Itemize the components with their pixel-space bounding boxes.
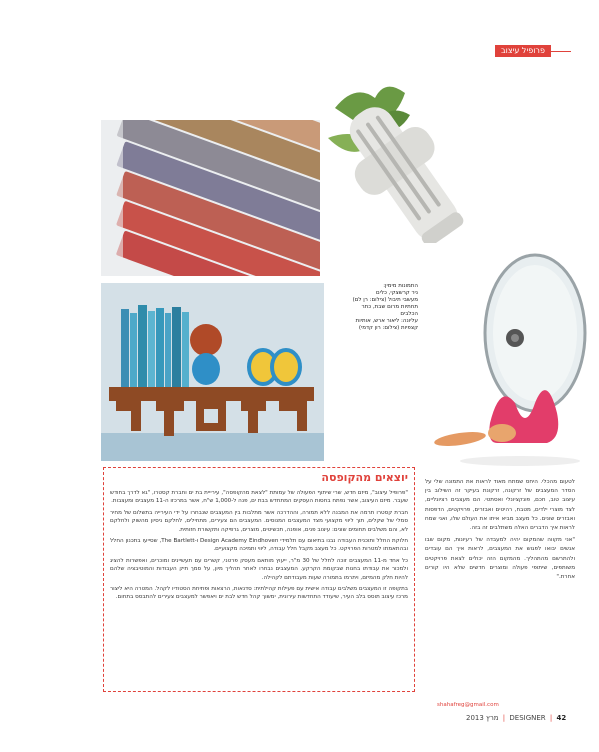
header-rule (551, 51, 571, 52)
box-paragraph: כל אחד מ-11 המעצבים זוכה לחלל של 30 מ"ר, ייעוץ מותאם מעסק פרטני, קשרים עם תעשיינים ומוכרים, ואפשרות להציג ולמכור את עבודתו בחנות שבקומת הקרקע. המעצבים נבחרו לאחר תהליך מיון, על סמך תיק העבודות והמוטיבציה שלהם להיות חלק מהמיזם, ויתרמו בתמורה שעות מעבודתם לקהילה. (110, 557, 408, 581)
page-number: 42 (556, 714, 567, 722)
box-paragraph: חברת קסטרו תרמה את המבנה ללא תמורה, וההדרכה אשר מתלבות בין המעצבים שנבחרו על ידי העירייה בתשלום של מחיר סמלי של שקלים, תוך ליווי מקצועי מצד המעצבים המנוסים. המעצבים הם צעירים, מתחילים, לחלקם ניסיון מהשוק ולחלקם לא, והם משלבים תחומים שונים: עיצוב פנים, אופנה, תכשיטים, מוצרים, גרפיקה ותקשורת חזותית. (110, 509, 408, 533)
box-paragraph: חלוקת החלל ותוכנית העבודה נבנו בתיאום עם תלמידי Design Academy Eindhoven ו-The Bartlett, שסייעו בתכנון החלל ובהתאמתו למטרות הפרויקט. כל מעצב מקבל חלל עבודה, ליווי ותמיכה מקצועיים. (110, 538, 408, 553)
column-paragraph: לטעום מהכלי. היחס שמתח מאוד לראות את התמונה שלי על הסדר המעצבים של זרקונה, זרקונת בעיקר זה השילוב בין עיצוב טוב, חכם, פונקציונלי ואסתטי. הם מעצבים רציונליים, לצד מוצרי ילדים, מטבח, רהיטים ואבזרים, פרויקטים, הדפסות ואבזרים שונים. כל מעצב מביא איתו את העולם שלו, ואני שמח לראות איך הדברים האלה משתלבים זה בזה. (425, 479, 575, 532)
photo-caption (330, 283, 418, 332)
issue-date: מרץ 2013 (466, 714, 499, 722)
magazine-name: DESIGNER (509, 714, 546, 722)
box-paragraph: "פרופיל עיצוב", מיזם חדש, שרי שיתוף הפעולה של עמותת "לצאת מהקופסה", עירייית בת ים וחברת קסטרו, "גא לדרך בחודש שעבר. מיזם העיצוב, אשר נפתח בחסות העסקים המתחדש בבת ים, פנה ל-1,000 ש"ח, אשר במרכזו ה-11 מעצבים ומעצבות. (110, 490, 408, 505)
footer-separator: | (549, 714, 553, 722)
photo-lid-spoon-rest (420, 243, 588, 473)
article-column (425, 478, 575, 683)
caption-line: קצפיות (צילום: רון קדמי) (358, 325, 418, 331)
caption-line: התמונות מימין: (383, 283, 418, 289)
box-body (110, 489, 408, 685)
caption-line: מעשבי תיבול (צילום: רן לם) (352, 297, 418, 303)
photo-coasters (101, 120, 324, 276)
caption-line: תחתיות מרום שבת, כתר (361, 304, 418, 310)
bookstand-image (101, 283, 324, 461)
box-paragraph: בתקופה זו המעצבים משלבים עבודה אישית עם פעילות קהילתית: סדנאות, הרצאות ופתיחת הסטודיו לקהל. המטרה היא ליצור מרכז עיצוב תוסס בלב העיר, שיעודד התחדשות עירונית, ימשוך קהל חדש לבת ים ויאפשר למעצבים צעירים להתבסס בתחום. (110, 586, 408, 601)
photo-letter-bookstand (101, 283, 324, 461)
caption-line: הכלבים (400, 311, 418, 317)
lid-image (420, 243, 588, 473)
footer-separator: | (502, 714, 506, 722)
author-email: shahafreg@gmail.com (437, 702, 499, 708)
box-title: יוצאים מהקופסה (321, 471, 408, 484)
section-tag: פרופיל עיצוב (495, 45, 551, 57)
column-paragraph: "אני מקווה שהמקום יהיה למעבדה של רעיונות, מקום שבו אנשים יבואו לפגוש את המעצבים, לראות איך הם עובדים ולהתרשם מהתהליך. מהמקום הזה יכולים לצאת פרויקטים משותפים, שיתופי פעולה ומוצרים חדשים שלא היו קורים אחרת." (425, 537, 575, 581)
page-footer (466, 714, 566, 722)
coasters-image (101, 120, 324, 276)
caption-line: ניר קרשצקי, כלים (376, 290, 418, 296)
caption-line: עליונה: ליאור ארש, אותיות (355, 318, 418, 324)
